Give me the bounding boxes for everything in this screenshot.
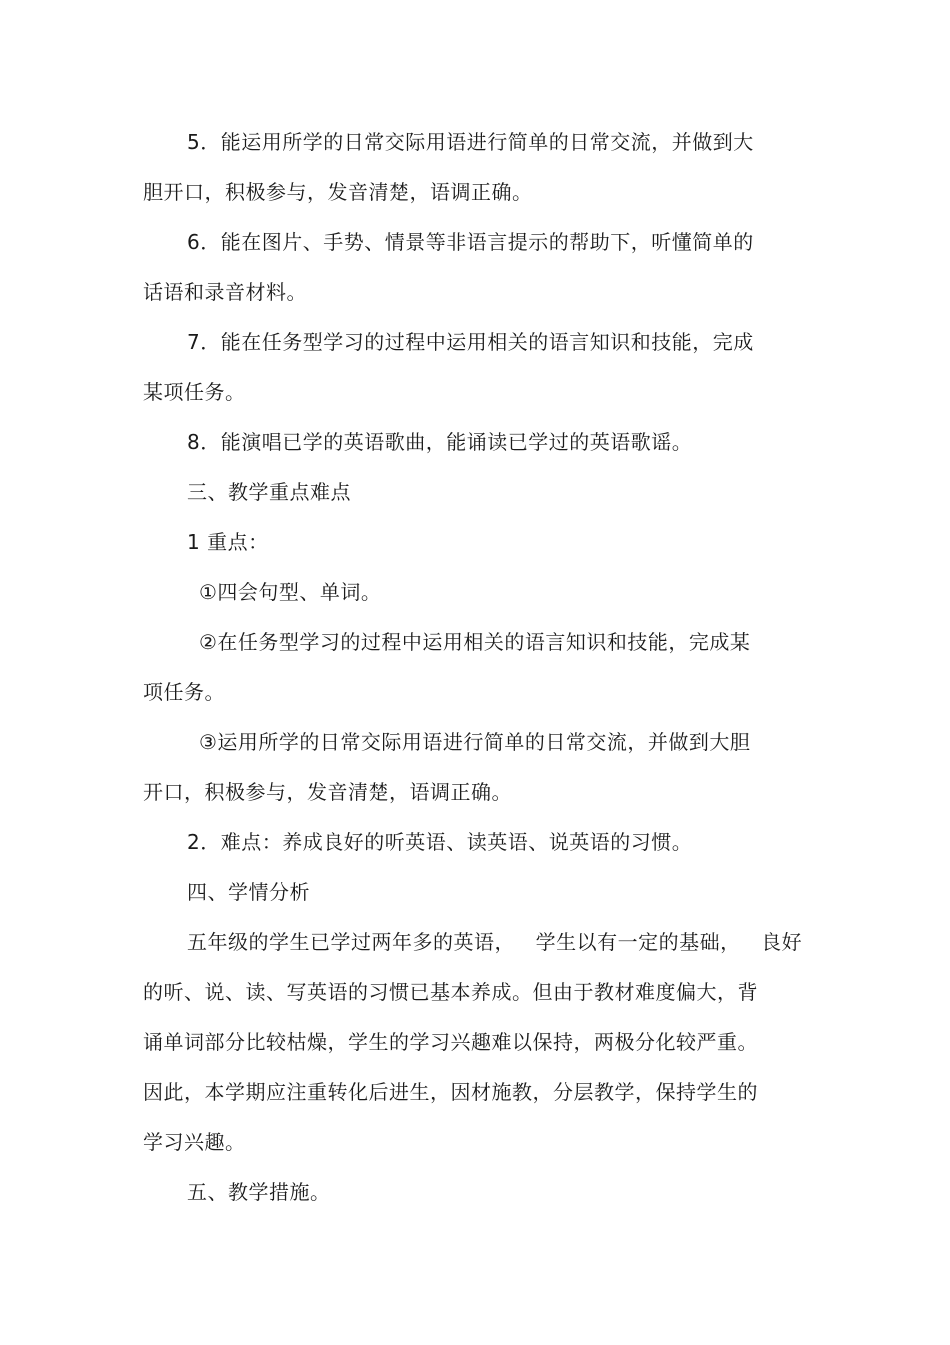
section-heading: 三、教学重点难点 <box>187 480 351 504</box>
section-heading: 五、教学措施。 <box>187 1180 331 1204</box>
paragraph-line: 的听、说、读、写英语的习惯已基本养成。但由于教材难度偏大，背 <box>143 980 758 1004</box>
paragraph-line: 2．难点：养成良好的听英语、读英语、说英语的习惯。 <box>187 830 693 854</box>
paragraph-line: 诵单词部分比较枯燥，学生的学习兴趣难以保持，两极分化较严重。 <box>143 1030 758 1054</box>
paragraph-line: 6．能在图片、手势、情景等非语言提示的帮助下，听懂简单的 <box>187 230 754 254</box>
list-item: ①四会句型、单词。 <box>199 580 382 604</box>
list-item: ③运用所学的日常交际用语进行简单的日常交流，并做到大胆 <box>199 730 751 754</box>
list-item: ②在任务型学习的过程中运用相关的语言知识和技能，完成某 <box>199 630 751 654</box>
paragraph-line: 5．能运用所学的日常交际用语进行简单的日常交流，并做到大 <box>187 130 754 154</box>
section-heading: 四、学情分析 <box>187 880 310 904</box>
paragraph-line: 学习兴趣。 <box>143 1130 246 1154</box>
paragraph-line: 项任务。 <box>143 680 225 704</box>
paragraph-line: 1 重点： <box>187 530 269 554</box>
paragraph-line: 因此，本学期应注重转化后进生，因材施教，分层教学，保持学生的 <box>143 1080 758 1104</box>
paragraph-line: 胆开口，积极参与，发音清楚，语调正确。 <box>143 180 533 204</box>
paragraph-line: 7．能在任务型学习的过程中运用相关的语言知识和技能，完成 <box>187 330 754 354</box>
paragraph-line: 开口，积极参与，发音清楚，语调正确。 <box>143 780 512 804</box>
paragraph-line: 五年级的学生已学过两年多的英语， 学生以有一定的基础， 良好 <box>187 930 803 954</box>
paragraph-line: 8．能演唱已学的英语歌曲，能诵读已学过的英语歌谣。 <box>187 430 693 454</box>
paragraph-line: 话语和录音材料。 <box>143 280 307 304</box>
paragraph-line: 某项任务。 <box>143 380 246 404</box>
